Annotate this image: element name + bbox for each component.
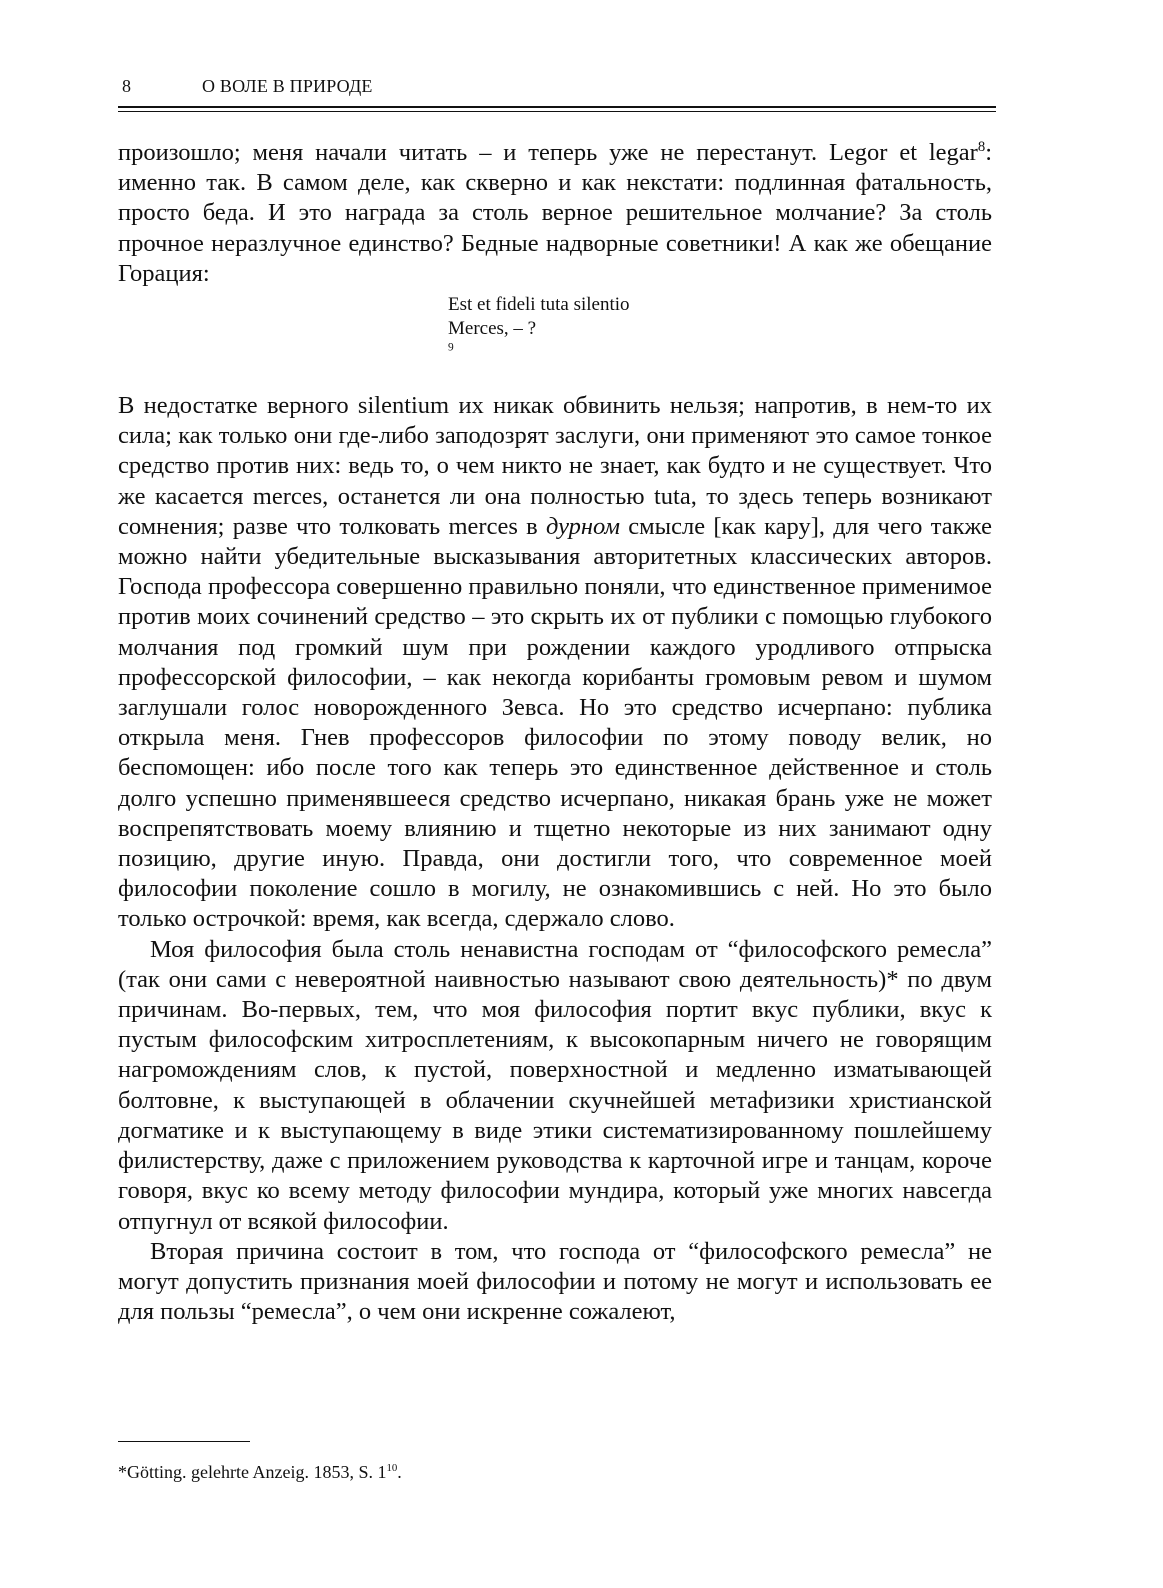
paragraph-3: Моя философия была столь ненавистна господам от “философского ремесла” (так они сами с невероятной наивностью называют свою деятельность)* по двум причинам. Во-первых, тем, что моя философия портит вкус публики, вкус к пустым философским хитросплетениям, к высокопарным ничего не говорящим нагромождениям слов, к пустой, поверхностной и медленно изматывающей болтовне, к выступающей в облачении скучнейшей метафизики христианской догматике и к выступающему в виде этики систематизированному пошлейшему филистерству, даже с приложением руководства к карточной игре и танцам, короче говоря, вкус ко всему методу философии мундира, который уже многих навсегда отпугнул от всякой философии.	[118, 935, 992, 1235]
header-rule-thick	[118, 106, 996, 108]
footnote	[118, 1461, 402, 1483]
horace-quote	[448, 293, 992, 365]
body-text	[118, 138, 992, 1327]
paragraph-2-emphasis: дурном	[546, 512, 620, 540]
paragraph-1-text-b: : именно так. В самом деле, как скверно и как некстати: подлинная фатальность, просто беда. И это награда за столь верное решительное молчание? За столь прочное неразлучное единство? Бедные надворные советники! А как же обещание Горация:	[118, 139, 992, 287]
paragraph-1	[118, 138, 992, 289]
footnote-text: *Götting. gelehrte Anzeig. 1853, S. 1	[118, 1462, 387, 1482]
paragraph-4: Вторая причина состоит в том, что господа от “философского ремесла” не могут допустить признания моей философии и потому не могут и использовать ее для пользы “ремесла”, о чем они искренне сожалеют,	[118, 1237, 992, 1326]
note-ref-8: 8	[977, 138, 986, 155]
paragraph-2-text-a: В недостатке верного silentium их никак обвинить нельзя; напротив, в нем-то их сила; как только они где-либо заподозрят заслуги, они применяют это самое тонкое средство против них: ведь то, о чем никто не знает, как будто и не существует. Что же касается merces, останется ли она полностью tuta, то здесь теперь возникают сомнения; разве что толковать merces в	[118, 392, 992, 540]
quote-line-1: Est et fideli tuta silentio	[448, 294, 630, 316]
header-rule-thin	[118, 111, 996, 112]
footnote-end: .	[397, 1462, 402, 1482]
footnote-rule	[118, 1441, 250, 1442]
running-title: О ВОЛЕ В ПРИРОДЕ	[202, 76, 373, 96]
note-ref-9: 9	[448, 341, 454, 354]
note-ref-10: 10	[386, 1462, 398, 1474]
paragraph-2-text-b: смысле [как кару], для чего также можно найти убедительные высказывания авторитетных классических авторов. Господа профессора совершенно правильно поняли, что единственное применимое против моих сочинений средство – это скрыть их от публики с помощью глубокого молчания под громкий шум при рождении каждого уродливого отпрыска профессорской философии, – как некогда корибанты громовым ревом и шумом заглушали голос новорожденного Зевса. Но это средство исчерпано: публика открыла меня. Гнев профессоров философии по этому поводу велик, но беспомощен: ибо после того как теперь это единственное действенное и столь долго успешно применявшееся средство исчерпано, никакая брань уже не может воспрепятствовать моему влиянию и тщетно некоторые из них занимают одну позицию, другие иную. Правда, они достигли того, что современное моей философии поколение сошло в могилу, не ознакомившись с ней. Но это было только острочкой: время, как всегда, сдержало слово.	[118, 512, 992, 933]
quote-line-2	[448, 317, 992, 365]
page-number: 8	[122, 76, 132, 96]
running-head	[122, 76, 996, 97]
quote-line-2-text: Merces, – ?	[448, 318, 537, 340]
paragraph-1-text-a: произошло; меня начали читать – и теперь уже не перестанут. Legor et legar	[118, 139, 978, 166]
paragraph-2	[118, 391, 992, 935]
